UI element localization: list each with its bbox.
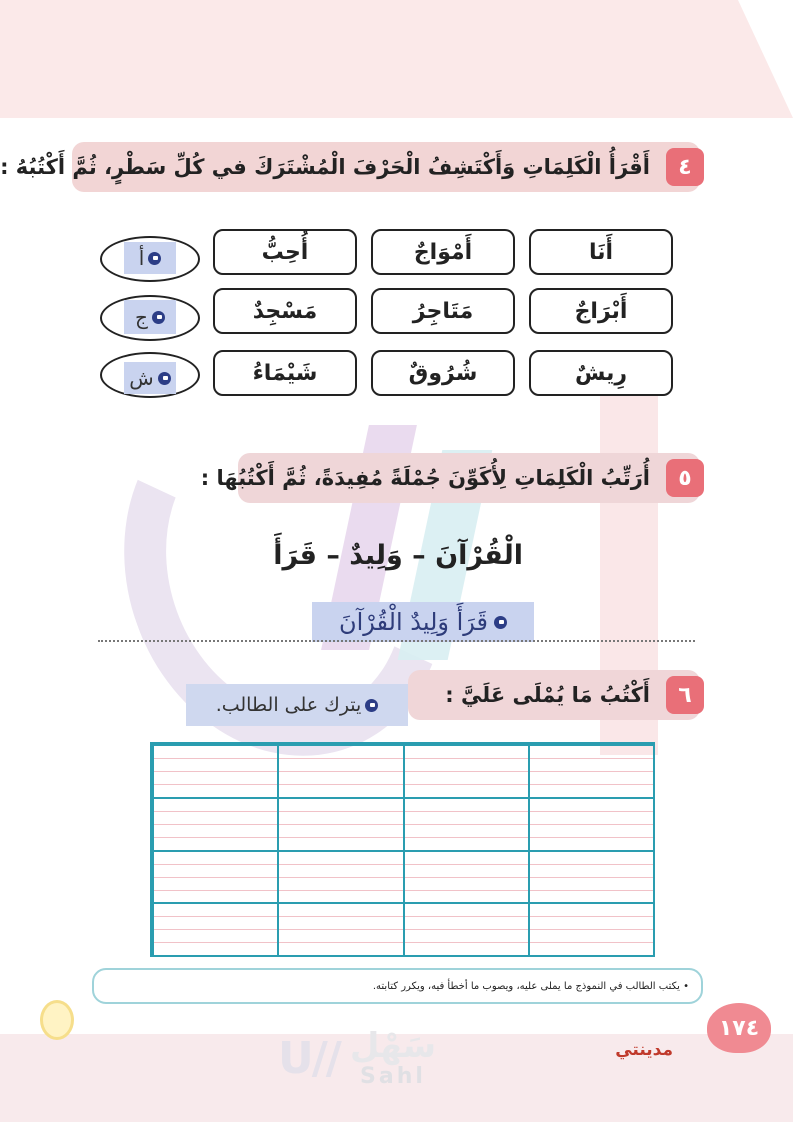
writing-cell[interactable] <box>528 797 653 850</box>
answer-highlight <box>124 362 176 394</box>
writing-cell[interactable] <box>152 797 277 850</box>
q4-number: ٤ <box>666 148 704 186</box>
scrambled-words: الْقُرْآنَ – وَلِيدٌ – قَرَأَ <box>273 540 523 571</box>
lightbulb-icon <box>40 1000 74 1040</box>
word-box: مَسْجِدٌ <box>213 288 357 334</box>
writing-cell[interactable] <box>277 850 402 903</box>
q4-header <box>0 142 700 192</box>
writing-cell[interactable] <box>403 850 528 903</box>
sahl-logo <box>278 1028 436 1089</box>
answer-sentence: قَرَأَ وَلِيدٌ الْقُرْآنَ <box>338 608 489 636</box>
answer-highlight <box>124 300 176 334</box>
word-box: أَمْوَاجٌ <box>371 229 515 275</box>
writing-cell[interactable] <box>152 744 277 797</box>
top-band-corner <box>738 0 793 118</box>
word-box: أُحِبُّ <box>213 229 357 275</box>
word-box: رِيشٌ <box>529 350 673 396</box>
word-box: مَتَاجِرُ <box>371 288 515 334</box>
q5-number: ٥ <box>666 459 704 497</box>
answer-writing-line[interactable] <box>98 640 695 642</box>
writing-cell[interactable] <box>277 797 402 850</box>
q6-header <box>408 670 700 720</box>
sahl-logo-mark: U// <box>278 1033 340 1084</box>
q6-instruction: أَكْتُبُ مَا يُمْلَى عَلَيَّ : <box>445 683 650 707</box>
writing-cell[interactable] <box>152 850 277 903</box>
answer-letter: أ <box>138 246 145 270</box>
writing-cell[interactable] <box>403 902 528 955</box>
writing-cell[interactable] <box>528 744 653 797</box>
q4-instruction: أَقْرَأُ الْكَلِمَاتِ وَأَكْتَشِفُ الْحَرْفَ الْمُشْتَرَكَ في كُلِّ سَطْرٍ، ثُمَّ أَكْتُبُهُ : <box>0 155 650 179</box>
sahl-logo-arabic: سَهْل <box>349 1026 437 1066</box>
answer-bullet-icon <box>365 699 378 712</box>
q5-instruction: أُرَتِّبُ الْكَلِمَاتِ لِأُكَوِّنَ جُمْلَةً مُفِيدَةً، ثُمَّ أَكْتُبُهَا : <box>200 466 650 490</box>
answer-bullet-icon <box>152 311 165 324</box>
page-number: ١٧٤ <box>707 1003 771 1053</box>
q6-number: ٦ <box>666 676 704 714</box>
word-box: أَنَا <box>529 229 673 275</box>
word-box: شَيْمَاءُ <box>213 350 357 396</box>
q5-header <box>200 453 700 503</box>
sahl-logo-text <box>350 1028 436 1089</box>
answer-letter: ج <box>135 305 148 329</box>
book-name: مدينتي <box>615 1040 673 1060</box>
word-box: أَبْرَاجٌ <box>529 288 673 334</box>
teacher-footnote: • يكتب الطالب في النموذج ما يملى عليه، ويصوب ما أخطأ فيه، ويكرر كتابته. <box>92 968 703 1004</box>
top-decorative-band <box>0 0 793 118</box>
writing-cell[interactable] <box>152 902 277 955</box>
answer-bullet-icon <box>148 252 161 265</box>
writing-cell[interactable] <box>528 902 653 955</box>
writing-cell[interactable] <box>403 797 528 850</box>
writing-cell[interactable] <box>528 850 653 903</box>
sahl-logo-english: Sahl <box>360 1064 426 1089</box>
q6-answer-highlight <box>186 684 408 726</box>
writing-grid[interactable] <box>150 742 655 957</box>
writing-cell[interactable] <box>277 902 402 955</box>
answer-highlight <box>124 242 176 274</box>
answer-sentence-highlight <box>312 602 534 642</box>
answer-letter: ش <box>129 366 154 390</box>
q6-answer: يترك على الطالب. <box>215 694 362 716</box>
word-box: شُرُوقٌ <box>371 350 515 396</box>
answer-bullet-icon <box>494 616 507 629</box>
writing-cell[interactable] <box>277 744 402 797</box>
writing-cell[interactable] <box>403 744 528 797</box>
answer-bullet-icon <box>158 372 171 385</box>
